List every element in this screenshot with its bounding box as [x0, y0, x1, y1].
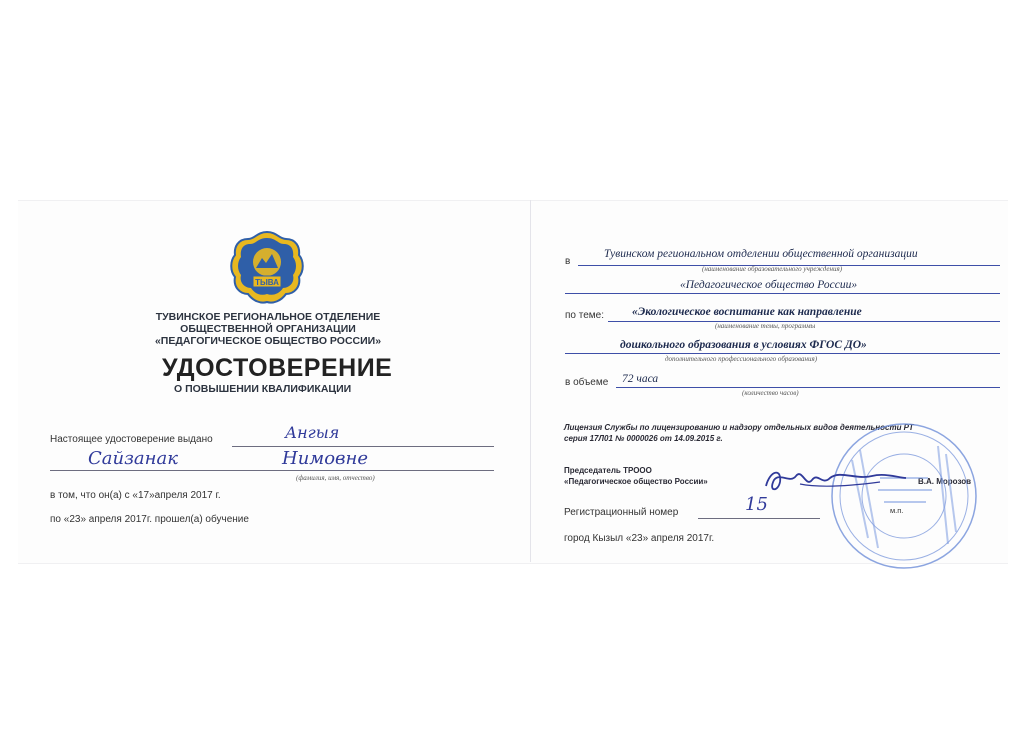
- institution-line-2: «Педагогическое общество России»: [680, 279, 858, 291]
- handwritten-last-name: Сайзанак: [88, 448, 178, 469]
- name-line-2: [50, 470, 494, 471]
- page-fold: [530, 200, 531, 562]
- topic-caption-1: (наименование темы, программы: [715, 322, 816, 330]
- document-title: УДОСТОВЕРЕНИЕ: [162, 354, 393, 382]
- period-from: в том, что он(а) с «17»апреля 2017 г.: [50, 490, 221, 501]
- institution-line-2-rule: [565, 293, 1000, 294]
- handwritten-reg-number: 15: [745, 494, 768, 515]
- topic-label: по теме:: [565, 310, 604, 321]
- institution-line-1: Тувинском региональном отделении общественной организации: [604, 248, 918, 260]
- document-subtitle: О ПОВЫШЕНИИ КВАЛИФИКАЦИИ: [174, 383, 352, 395]
- name-line-1: [232, 446, 494, 447]
- topic-line-2-rule: [565, 353, 1000, 354]
- reg-rule: [698, 518, 820, 519]
- issued-label: Настоящее удостоверение выдано: [50, 434, 213, 445]
- reg-label: Регистрационный номер: [564, 507, 679, 518]
- volume-caption: (количество часов): [742, 389, 799, 397]
- license-line-1: Лицензия Службы по лицензированию и надзору отдельных видов деятельности РТ: [564, 423, 914, 432]
- chair-name: В.А. Морозов: [918, 477, 972, 486]
- name-caption: (фамилия, имя, отчество): [296, 474, 375, 482]
- chair-line-1: Председатель ТРООО: [564, 466, 652, 475]
- org-line-1: ТУВИНСКОЕ РЕГИОНАЛЬНОЕ ОТДЕЛЕНИЕ: [155, 311, 381, 323]
- emblem: [228, 230, 306, 306]
- org-name: [138, 311, 398, 347]
- topic-line-2: дошкольного образования в условиях ФГОС ДО»: [620, 339, 867, 351]
- emblem-text: ТЫВА: [255, 278, 279, 287]
- handwritten-patronymic: Нимовне: [282, 448, 369, 469]
- volume-label: в объеме: [565, 377, 609, 388]
- org-line-3: «ПЕДАГОГИЧЕСКОЕ ОБЩЕСТВО РОССИИ»: [154, 335, 382, 347]
- handwritten-first-name: Ангыя: [285, 423, 340, 442]
- institution-caption: (наименование образовательного учреждения): [702, 265, 843, 273]
- in-label: в: [565, 256, 571, 267]
- city-date: город Кызыл «23» апреля 2017г.: [564, 533, 715, 544]
- volume-value: 72 часа: [622, 373, 659, 385]
- chair-line-2: «Педагогическое общество России»: [564, 477, 708, 486]
- topic-line-1: «Экологическое воспитание как направление: [632, 306, 862, 318]
- license-line-2: серия 17Л01 № 0000026 от 14.09.2015 г.: [564, 434, 723, 443]
- signature-icon: [760, 462, 910, 498]
- period-to: по «23» апреля 2017г. прошел(а) обучение: [50, 514, 249, 525]
- chair-signature: [760, 462, 910, 498]
- volume-rule: [616, 387, 1000, 388]
- chair-title: [564, 465, 708, 487]
- topic-caption-2: дополнительного профессионального образования): [665, 355, 818, 363]
- mp-label: м.п.: [890, 506, 904, 515]
- tuva-emblem-icon: [228, 230, 306, 306]
- org-line-2: ОБЩЕСТВЕННОЙ ОРГАНИЗАЦИИ: [180, 323, 356, 335]
